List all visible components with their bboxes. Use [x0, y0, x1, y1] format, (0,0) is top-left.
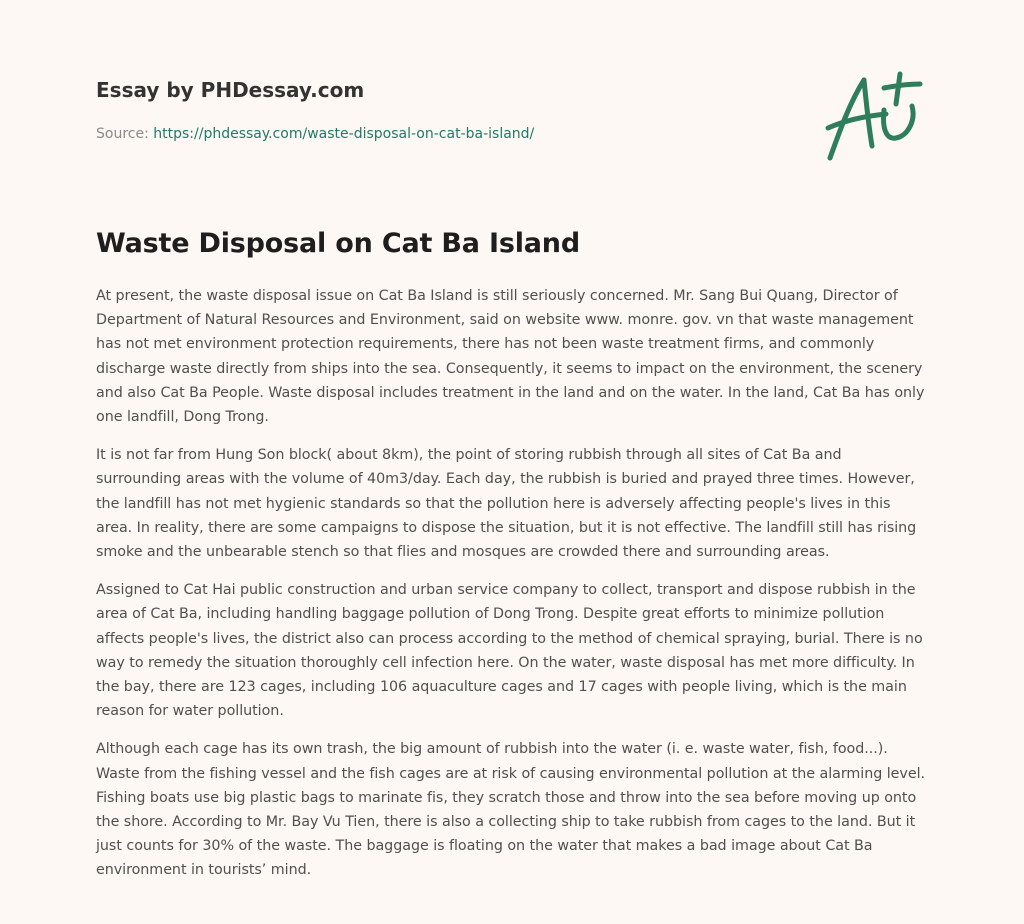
paragraph: Although each cage has its own trash, the big amount of rubbish into the water (i. e. waste water, fish, food...). Waste from the fishing vessel and the fish cages are at risk of causing environmental pollution at the alarming level. Fishing boats use big plastic bags to marinate fis, they scratch those and throw into the sea before moving up onto the shore. According to Mr. Bay Vu Tien, there is also a collecting ship to take rubbish from cages to the land. But it just counts for 30% of the waste. The baggage is floating on the water that makes a bad image about Cat Ba environment in tourists’ mind.: [96, 741, 925, 879]
article-body: [96, 284, 930, 897]
source-link[interactable]: https://phdessay.com/waste-disposal-on-cat-ba-island/: [153, 126, 535, 142]
article-title: Waste Disposal on Cat Ba Island: [96, 228, 580, 259]
source-line: [96, 124, 796, 144]
site-brand: Essay by PHDessay.com: [96, 78, 365, 102]
paragraph: At present, the waste disposal issue on Cat Ba Island is still seriously concerned. Mr. Sang Bui Quang, Director of Department of Natural Resources and Environment, said on website www. monre. gov. vn that waste management has not met environment protection requirements, there has not been waste treatment firms, and commonly discharge waste directly from ships into the sea. Consequently, it seems to impact on the environment, the scenery and also Cat Ba People. Waste disposal includes treatment in the land and on the water. In the land, Cat Ba has only one landfill, Dong Trong.: [96, 288, 925, 426]
source-label: Source:: [96, 126, 149, 142]
paragraph: It is not far from Hung Son block( about 8km), the point of storing rubbish through all sites of Cat Ba and surrounding areas with the volume of 40m3/day. Each day, the rubbish is buried and prayed three times. However, the landfill has not met hygienic standards so that the pollution here is adversely affecting people's lives in this area. In reality, there are some campaigns to dispose the situation, but it is not effective. The landfill still has rising smoke and the unbearable stench so that flies and mosques are crowded there and surrounding areas.: [96, 447, 917, 561]
page-header: [96, 76, 796, 144]
a-plus-logo-icon: [822, 70, 926, 162]
paragraph: Assigned to Cat Hai public construction and urban service company to collect, transport and dispose rubbish in the area of Cat Ba, including handling baggage pollution of Dong Trong. Despite great efforts to minimize pollution affects people's lives, the district also can process according to the method of chemical spraying, burial. There is no way to remedy the situation thoroughly cell infection here. On the water, waste disposal has met more difficulty. In the bay, there are 123 cages, including 106 aquaculture cages and 17 cages with people living, which is the main reason for water pollution.: [96, 582, 923, 720]
